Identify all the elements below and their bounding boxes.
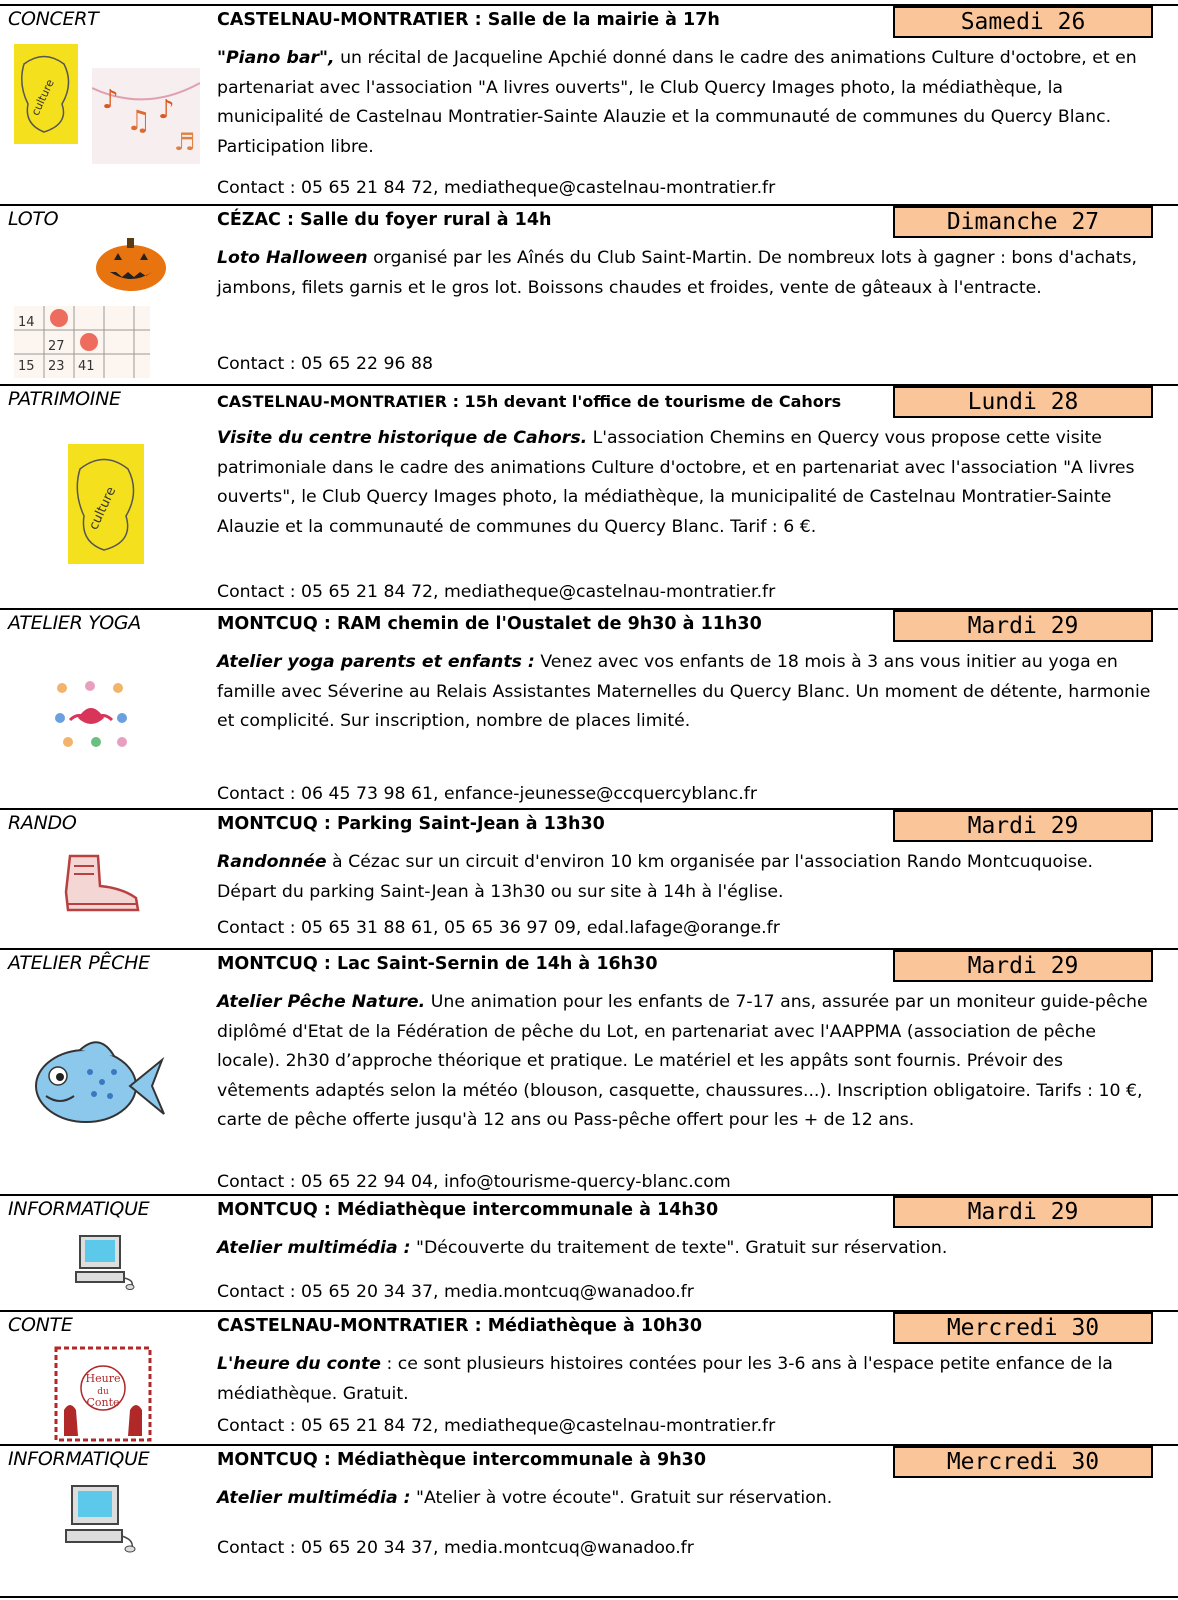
svg-text:15: 15	[18, 359, 35, 374]
loto-card-icon	[14, 306, 150, 378]
event-category: PATRIMOINE	[8, 388, 121, 410]
svg-text:27: 27	[48, 339, 65, 354]
event-patrimoine	[0, 384, 1178, 608]
event-location: MONTCUQ : Parking Saint-Jean à 13h30	[217, 814, 605, 834]
event-informatique	[0, 1194, 1178, 1310]
event-concert	[0, 4, 1178, 204]
event-date: Mardi 29	[893, 610, 1153, 642]
svg-text:♪: ♪	[102, 85, 119, 115]
event-date: Dimanche 27	[893, 206, 1153, 238]
event-rando	[0, 808, 1178, 948]
svg-text:♪: ♪	[158, 95, 175, 125]
svg-text:Heure: Heure	[85, 1372, 121, 1385]
pumpkin-icon	[94, 236, 168, 292]
svg-text:Conte: Conte	[86, 1396, 120, 1409]
event-location: CASTELNAU-MONTRATIER : Médiathèque à 10h30	[217, 1316, 703, 1336]
yoga-icon	[50, 678, 132, 750]
event-category: ATELIER PÊCHE	[8, 952, 150, 974]
music-notes-icon	[92, 68, 200, 164]
svg-text:culture: culture	[28, 77, 57, 118]
event-atelier-yoga	[0, 608, 1178, 808]
event-location: MONTCUQ : RAM chemin de l'Oustalet de 9h30 à 11h30	[217, 614, 762, 634]
svg-text:du: du	[97, 1387, 109, 1397]
event-description: Atelier yoga parents et enfants : Venez avec vos enfants de 18 mois à 3 ans vous initier au yoga en famille avec Séverine au Relais Assistantes Maternelles du Quercy Blanc. Un moment de détente, harmonie et complicité. Sur inscription, nombre de places limité.	[217, 652, 1151, 731]
event-location: MONTCUQ : Lac Saint-Sernin de 14h à 16h30	[217, 954, 658, 974]
event-contact: Contact : 05 65 22 96 88	[217, 354, 433, 374]
event-description: Atelier multimédia : "Découverte du traitement de texte". Gratuit sur réservation.	[217, 1238, 948, 1258]
event-description: L'heure du conte : ce sont plusieurs histoires contées pour les 3-6 ans à l'espace petite enfance de la médiathèque. Gratuit.	[217, 1354, 1113, 1404]
event-description: Visite du centre historique de Cahors. L'association Chemins en Quercy vous propose cette visite patrimoniale dans le cadre des animations Culture d'octobre, et en partenariat avec l'association "A livres ouverts", le Club Quercy Images photo, la médiathèque, la municipalité de Castelnau Montratier-Sainte Alauzie et la communauté de communes du Quercy Blanc. Tarif : 6 €.	[217, 428, 1135, 537]
event-date: Mercredi 30	[893, 1446, 1153, 1478]
event-category: ATELIER YOGA	[8, 612, 142, 634]
event-location: CASTELNAU-MONTRATIER : 15h devant l'office de tourisme de Cahors	[217, 392, 842, 411]
event-location: MONTCUQ : Médiathèque intercommunale à 14h30	[217, 1200, 719, 1220]
fish-icon	[30, 1032, 166, 1136]
event-description: "Piano bar", un récital de Jacqueline Apchié donné dans le cadre des animations Culture d'octobre, et en partenariat avec l'association "A livres ouverts", le Club Quercy Images photo, la médiathèque, la municipalité de Castelnau Montratier-Sainte Alauzie et la communauté de communes du Quercy Blanc. Participation libre.	[217, 48, 1137, 157]
event-category: RANDO	[8, 812, 77, 834]
event-category: CONCERT	[8, 8, 99, 30]
event-date: Mercredi 30	[893, 1312, 1153, 1344]
event-loto	[0, 204, 1178, 384]
event-category: CONTE	[8, 1314, 73, 1336]
event-date: Samedi 26	[893, 6, 1153, 38]
event-description: Loto Halloween organisé par les Aînés du Club Saint-Martin. De nombreux lots à gagner : bons d'achats, jambons, filets garnis et le gros lot. Boissons chaudes et froides, vente de gâteaux à l'entracte.	[217, 248, 1138, 298]
event-description: Atelier Pêche Nature. Une animation pour les enfants de 7-17 ans, assurée par un moniteur guide-pêche diplômé d'Etat de la Fédération de pêche du Lot, en partenariat avec l'AAPPMA (association de pêche locale). 2h30 d’approche théorique et pratique. Le matériel et les appâts sont fournis. Prévoir des vêtements adaptés selon la météo (blouson, casquette, chaussures...). Inscription obligatoire. Tarifs : 10 €, carte de pêche offerte jusqu'à 12 ans ou Pass-pêche offert pour les + de 12 ans.	[217, 992, 1148, 1130]
event-description: Atelier multimédia : "Atelier à votre écoute". Gratuit sur réservation.	[217, 1488, 833, 1508]
svg-text:♫: ♫	[126, 104, 152, 137]
event-location: MONTCUQ : Médiathèque intercommunale à 9h30	[217, 1450, 707, 1470]
event-date: Lundi 28	[893, 386, 1153, 418]
heure-du-conte-logo	[54, 1346, 152, 1442]
computer-icon	[62, 1484, 138, 1554]
event-contact: Contact : 05 65 31 88 61, 05 65 36 97 09, edal.lafage@orange.fr	[217, 918, 780, 938]
culture-octobre-logo	[68, 444, 144, 564]
event-conte	[0, 1310, 1178, 1444]
event-date: Mardi 29	[893, 950, 1153, 982]
event-informatique-2	[0, 1444, 1178, 1596]
event-category: INFORMATIQUE	[8, 1448, 150, 1470]
event-location: CASTELNAU-MONTRATIER : Salle de la mairie à 17h	[217, 10, 720, 30]
event-contact: Contact : 05 65 21 84 72, mediatheque@castelnau-montratier.fr	[217, 1416, 776, 1436]
event-category: LOTO	[8, 208, 59, 230]
hiking-boot-icon	[62, 852, 142, 916]
event-contact: Contact : 06 45 73 98 61, enfance-jeunesse@ccquercyblanc.fr	[217, 784, 757, 804]
event-description: Randonnée à Cézac sur un circuit d'environ 10 km organisée par l'association Rando Montcuquoise. Départ du parking Saint-Jean à 13h30 ou sur site à 14h à l'église.	[217, 852, 1094, 902]
svg-text:14: 14	[18, 315, 35, 330]
svg-text:41: 41	[78, 359, 95, 374]
event-atelier-peche	[0, 948, 1178, 1194]
event-contact: Contact : 05 65 20 34 37, media.montcuq@wanadoo.fr	[217, 1538, 694, 1558]
event-contact: Contact : 05 65 21 84 72, mediatheque@castelnau-montratier.fr	[217, 582, 776, 602]
event-contact: Contact : 05 65 21 84 72, mediatheque@castelnau-montratier.fr	[217, 178, 776, 198]
event-contact: Contact : 05 65 22 94 04, info@tourisme-quercy-blanc.com	[217, 1172, 731, 1192]
event-date: Mardi 29	[893, 810, 1153, 842]
event-date: Mardi 29	[893, 1196, 1153, 1228]
event-category: INFORMATIQUE	[8, 1198, 150, 1220]
culture-octobre-logo	[14, 44, 78, 144]
event-contact: Contact : 05 65 20 34 37, media.montcuq@wanadoo.fr	[217, 1282, 694, 1302]
svg-text:23: 23	[48, 359, 65, 374]
svg-text:culture: culture	[86, 484, 120, 533]
bottom-rule	[0, 1596, 1178, 1598]
event-location: CÉZAC : Salle du foyer rural à 14h	[217, 210, 552, 230]
computer-icon	[72, 1234, 138, 1290]
svg-text:♬: ♬	[174, 128, 196, 156]
